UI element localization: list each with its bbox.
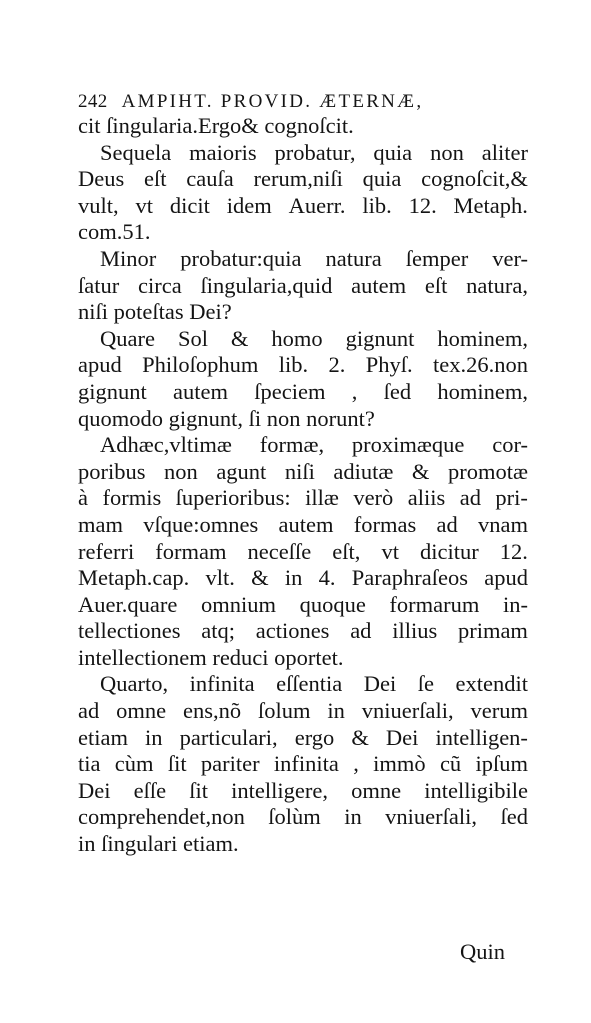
text-line: vult, vt dicit idem Auerr. lib. 12. Metaph. — [78, 192, 528, 218]
text-line: comprehendet,non ſolùm in vniuerſali, ſed — [78, 804, 528, 830]
running-title: AMPIHT. PROVID. ÆTERNÆ, — [121, 91, 424, 112]
text-line: Deus eſt cauſa rerum,niſi quia cognoſcit,& — [78, 166, 528, 192]
text-line: apud Philoſophum lib. 2. Phyſ. tex.26.non — [78, 352, 528, 378]
text-line: quomodo gignunt, ſi non norunt? — [78, 405, 375, 431]
text-line: tia cùm ſit pariter infinita , immò cũ ipſum — [78, 751, 528, 777]
text-line: intellectionem reduci oportet. — [78, 644, 344, 670]
text-line: in ſingulari etiam. — [78, 831, 239, 857]
running-header — [78, 90, 538, 114]
text-line: Auer.quare omnium quoque formarum in- — [78, 591, 528, 617]
text-line: tellectiones atq; actiones ad illius primam — [78, 618, 528, 644]
text-line: niſi poteſtas Dei? — [78, 299, 232, 325]
catchword: Quin — [460, 939, 505, 964]
text-line: Metaph.cap. vlt. & in 4. Paraphraſeos apud — [78, 565, 528, 591]
text-line: referri formam neceſſe eſt, vt dicitur 12. — [78, 538, 528, 564]
page-number: 242 — [78, 91, 108, 112]
text-line: Adhæc,vltimæ formæ, proximæque cor- — [100, 432, 528, 458]
text-line: gignunt autem ſpeciem , ſed hominem, — [78, 378, 528, 404]
text-line: poribus non agunt niſi adiutæ & promotæ — [78, 458, 528, 484]
text-line: mam vſque:omnes autem formas ad vnam — [78, 511, 528, 537]
text-line: à formis ſuperioribus: illæ verò aliis ad pri- — [78, 485, 528, 511]
text-line: cit ſingularia.Ergo& cognoſcit. — [78, 113, 354, 138]
text-line: Quare Sol & homo gignunt hominem, — [100, 325, 528, 351]
text-line: com.51. — [78, 219, 151, 245]
text-line: Minor probatur:quia natura ſemper ver- — [100, 245, 528, 271]
text-line: Dei eſſe ſit intelligere, omne intelligibile — [78, 777, 528, 803]
text-line: etiam in particulari, ergo & Dei intelligen- — [78, 724, 528, 750]
text-line: ad omne ens,nõ ſolum in vniuerſali, verum — [78, 698, 528, 724]
text-line: Quarto, infinita eſſentia Dei ſe extendit — [100, 671, 528, 697]
text-line: Sequela maioris probatur, quia non aliter — [100, 139, 528, 165]
body-text — [78, 113, 528, 858]
text-line: ſatur circa ſingularia,quid autem eſt natura, — [78, 272, 528, 298]
